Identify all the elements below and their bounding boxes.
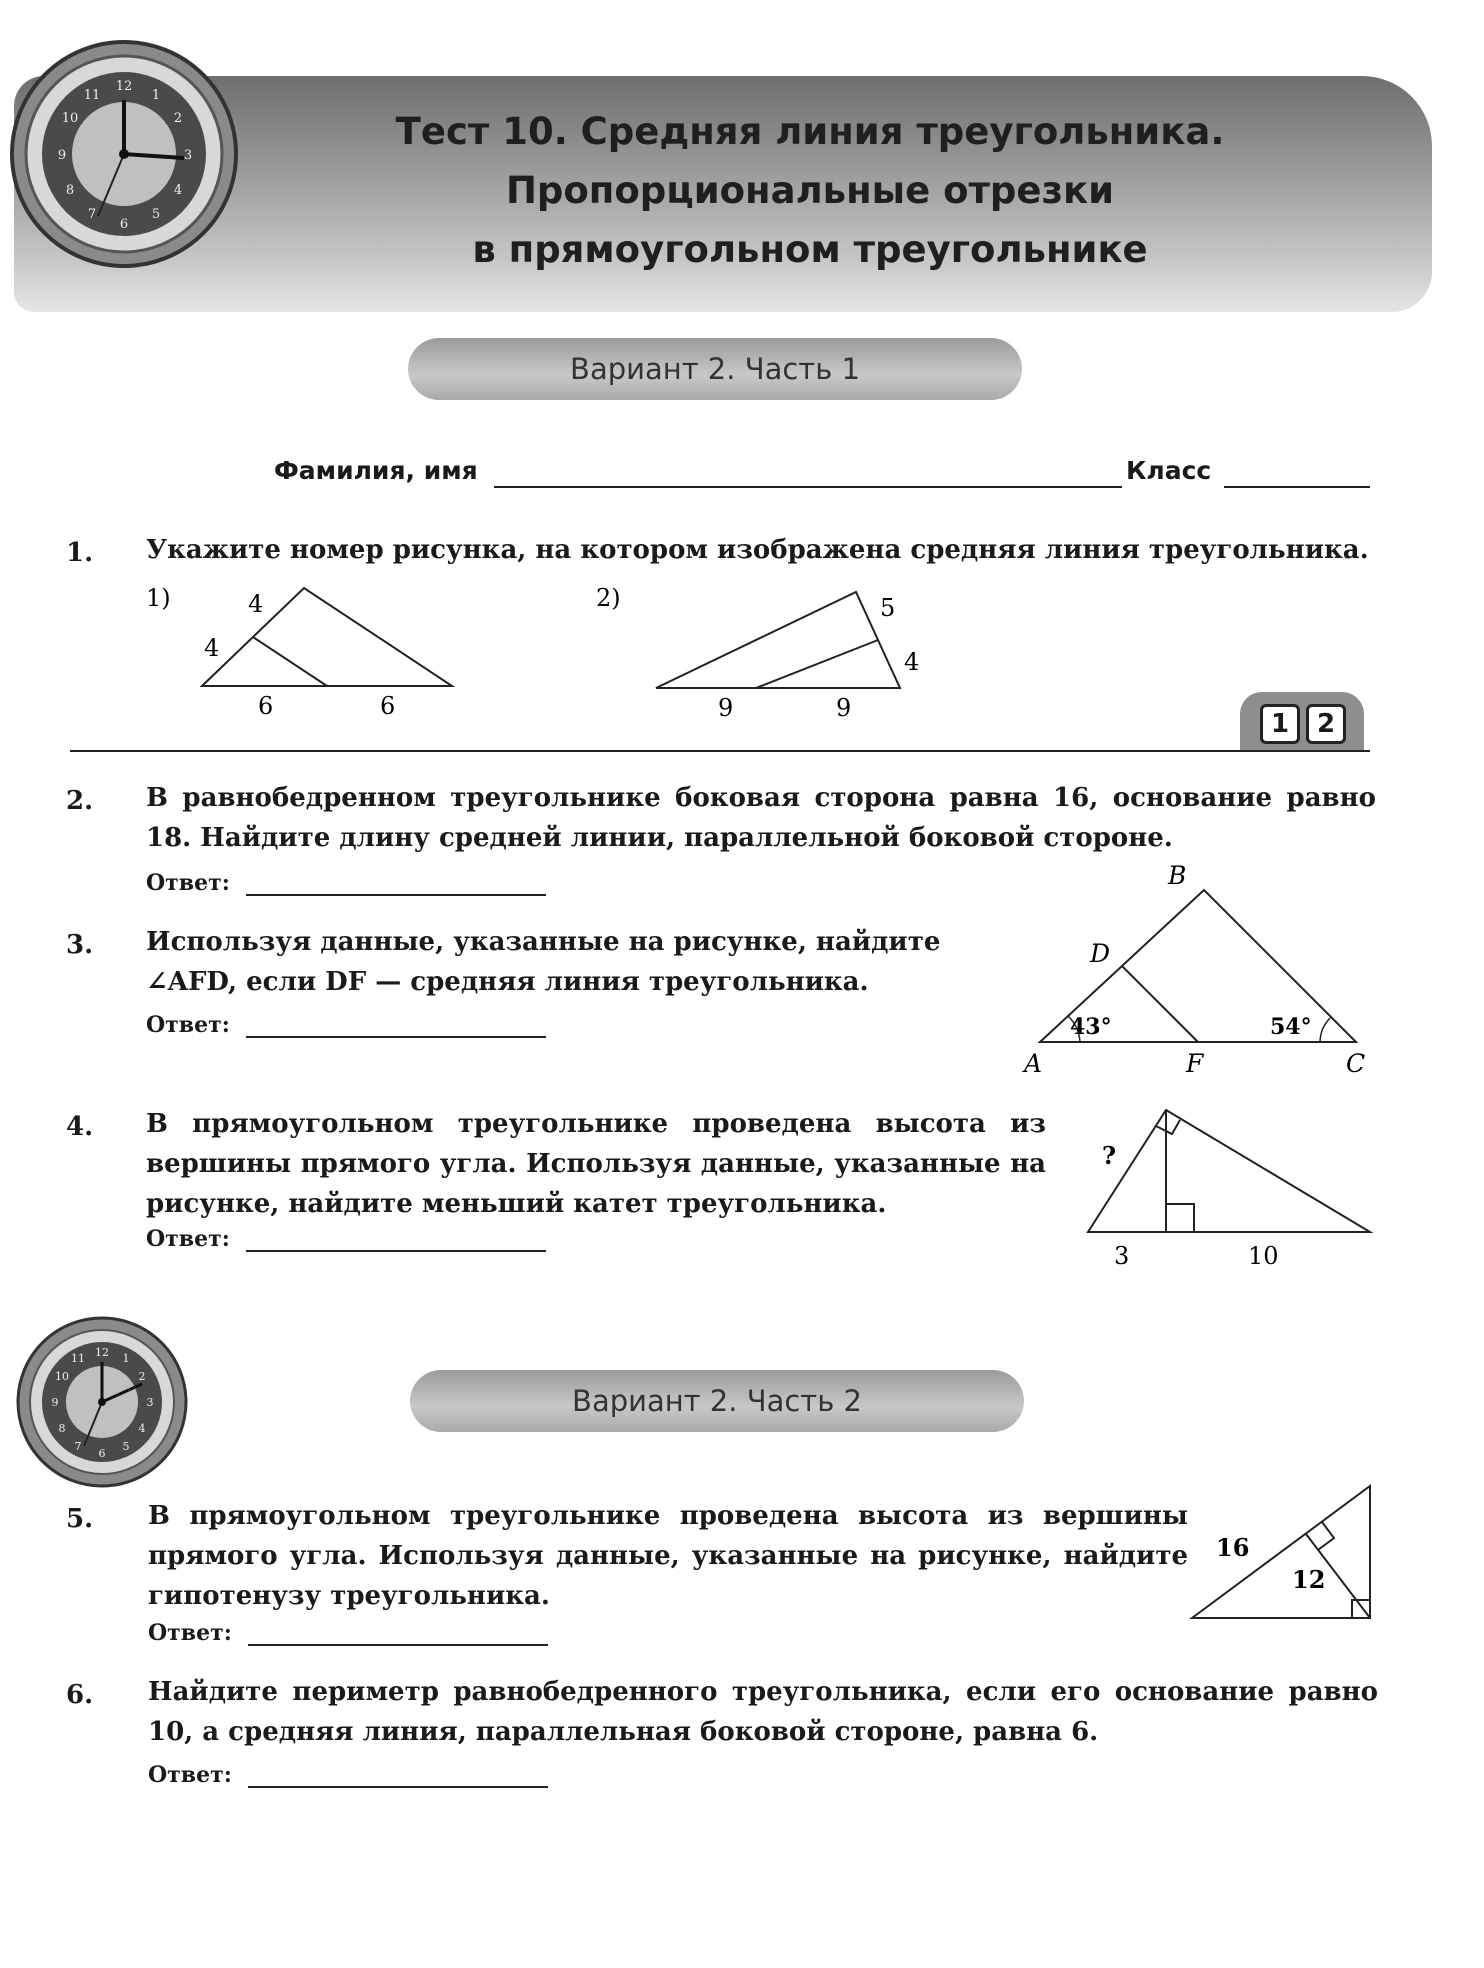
answer-field[interactable]	[248, 1644, 548, 1646]
clock-number: 11	[83, 88, 101, 103]
divider	[70, 750, 1370, 752]
answer-label: Ответ:	[148, 1762, 232, 1788]
clock-number: 5	[151, 207, 161, 222]
title-line: Пропорциональные отрезки	[505, 169, 1115, 212]
clock-number: 3	[183, 148, 193, 163]
angle-label: 43°	[1070, 1014, 1112, 1040]
question-text: В равнобедренном треугольнике боковая сторона равна 16, основание равно 18. Найдите длину средней линии, параллельной боковой стороне.	[146, 783, 1376, 853]
vertex-label: B	[1168, 861, 1187, 890]
q5-right-triangle-figure	[1180, 1476, 1380, 1626]
q3-triangle-figure	[1020, 858, 1380, 1078]
question-number: 3.	[66, 930, 94, 960]
clock-number: 1	[151, 88, 161, 103]
height-label: 12	[1292, 1565, 1326, 1594]
clock-number: 4	[138, 1422, 146, 1435]
segment-label: 4	[248, 590, 264, 618]
segment-label: 10	[1248, 1242, 1279, 1270]
clock-number: 4	[173, 183, 183, 198]
choice-1[interactable]: 1	[1260, 704, 1300, 744]
vertex-label: C	[1346, 1049, 1366, 1078]
variant-part1-label: Вариант 2. Часть 1	[408, 338, 1022, 400]
choice-2[interactable]: 2	[1306, 704, 1346, 744]
segment-label: 6	[258, 692, 274, 720]
question-text	[146, 922, 976, 1002]
clock-number: 11	[71, 1352, 85, 1365]
page-title	[240, 102, 1380, 279]
variant-part2-label: Вариант 2. Часть 2	[410, 1370, 1024, 1432]
name-field[interactable]	[494, 486, 1122, 488]
clock-number: 9	[51, 1396, 59, 1409]
clock-number: 2	[173, 111, 183, 126]
clock-number: 3	[146, 1396, 154, 1409]
clock-number: 8	[58, 1422, 66, 1435]
segment-label: 4	[204, 634, 220, 662]
title-line: Тест 10. Средняя линия треугольника.	[395, 110, 1225, 153]
side-label: 16	[1216, 1533, 1250, 1562]
segment-label: 6	[380, 692, 396, 720]
unknown-label: ?	[1102, 1141, 1117, 1170]
clock-number: 10	[61, 111, 79, 126]
answer-choice-badge	[1240, 692, 1364, 752]
question-number: 1.	[66, 538, 94, 568]
clock-number: 1	[122, 1352, 130, 1365]
answer-field[interactable]	[246, 1250, 546, 1252]
segment-label: 4	[904, 648, 920, 676]
segment-label: 3	[1114, 1242, 1130, 1270]
question-text-line: Используя данные, указанные на рисунке, найдите	[146, 927, 941, 957]
answer-field[interactable]	[246, 1036, 546, 1038]
answer-label: Ответ:	[146, 1012, 230, 1038]
vertex-label: F	[1186, 1049, 1204, 1078]
clock-number: 5	[122, 1440, 130, 1453]
clock-number: 7	[74, 1440, 82, 1453]
clock-number: 8	[65, 183, 75, 198]
class-label: Класс	[1126, 456, 1212, 485]
vertex-label: A	[1024, 1049, 1043, 1078]
segment-label: 9	[718, 694, 734, 722]
question-text: В прямоугольном треугольнике проведена высота из вершины прямого угла. Используя данные, указанные на рисунке, найдите меньший катет треугольника.	[146, 1109, 1046, 1219]
answer-field[interactable]	[248, 1786, 548, 1788]
segment-label: 9	[836, 694, 852, 722]
figure-label: 1)	[146, 584, 171, 612]
question-text: В прямоугольном треугольнике проведена высота из вершины прямого угла. Используя данные, указанные на рисунке, найдите гипотенузу треугольника.	[148, 1501, 1188, 1611]
clock-number: 12	[115, 79, 133, 94]
segment-label: 5	[880, 594, 896, 622]
clock-number: 6	[119, 217, 129, 232]
clock-number: 2	[138, 1370, 146, 1383]
question-number: 2.	[66, 786, 94, 816]
clock-number: 7	[87, 207, 97, 222]
name-label: Фамилия, имя	[274, 456, 478, 485]
answer-field[interactable]	[246, 894, 546, 896]
angle-label: 54°	[1270, 1014, 1312, 1040]
clock-number: 9	[57, 148, 67, 163]
answer-label: Ответ:	[146, 1226, 230, 1252]
question-number: 4.	[66, 1112, 94, 1142]
question-text-line: ∠AFD, если DF — средняя линия треугольника.	[146, 967, 869, 997]
q1-figure-2	[590, 576, 930, 726]
question-text: Найдите периметр равнобедренного треугольника, если его основание равно 10, а средняя линия, параллельная боковой стороне, равна 6.	[148, 1677, 1378, 1747]
question-number: 5.	[66, 1504, 94, 1534]
q4-right-triangle-figure	[1080, 1098, 1380, 1278]
vertex-label: D	[1090, 939, 1111, 968]
answer-label: Ответ:	[146, 870, 230, 896]
answer-label: Ответ:	[148, 1620, 232, 1646]
title-line: в прямоугольном треугольнике	[472, 228, 1148, 271]
clock-number: 10	[55, 1370, 69, 1383]
clock-number: 12	[95, 1346, 109, 1359]
clock-icon	[6, 36, 242, 272]
clock-icon	[14, 1314, 190, 1490]
figure-label: 2)	[596, 584, 621, 612]
q1-figure-1	[140, 576, 470, 726]
class-field[interactable]	[1224, 486, 1370, 488]
question-number: 6.	[66, 1680, 94, 1710]
question-text: Укажите номер рисунка, на котором изображена средняя линия треугольника.	[146, 535, 1369, 565]
clock-number: 6	[98, 1447, 106, 1460]
